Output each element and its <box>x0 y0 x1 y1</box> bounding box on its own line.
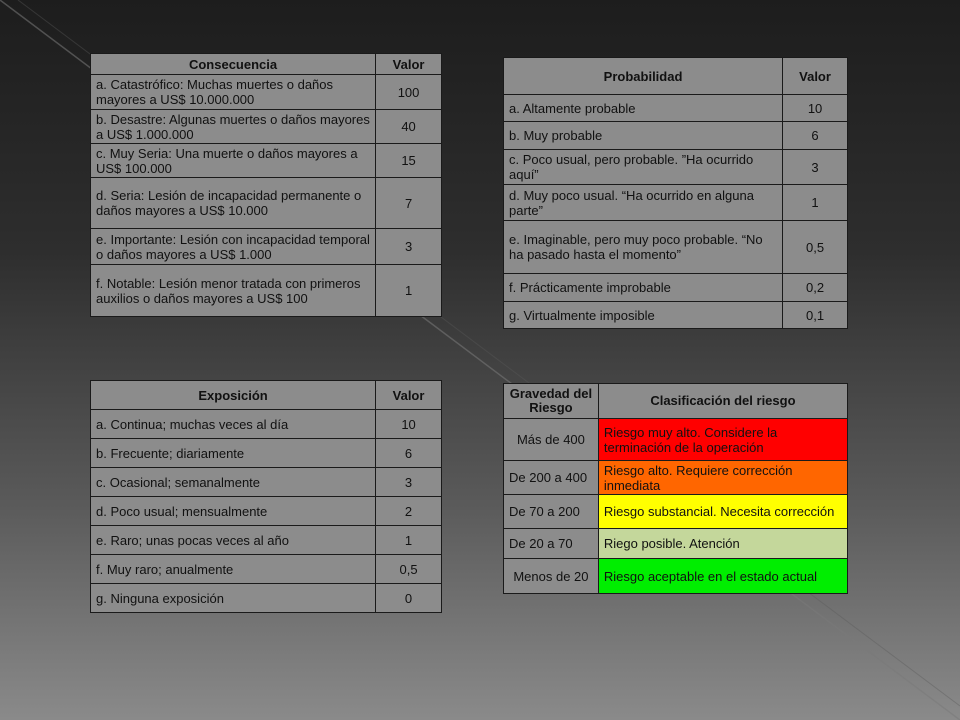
table-row <box>504 495 848 529</box>
table-row <box>91 265 442 317</box>
table-header-row <box>504 384 848 419</box>
row-label: g. Ninguna exposición <box>91 584 376 613</box>
row-value: 15 <box>376 144 442 178</box>
column-header-valor: Valor <box>376 54 442 75</box>
row-value: 3 <box>783 150 848 185</box>
row-label: d. Poco usual; mensualmente <box>91 497 376 526</box>
row-value: 2 <box>376 497 442 526</box>
table-header-row <box>91 54 442 75</box>
table-row <box>91 75 442 110</box>
row-label: f. Muy raro; anualmente <box>91 555 376 584</box>
table-row <box>91 468 442 497</box>
table-row <box>504 274 848 302</box>
gravedad-cell: Menos de 20 <box>504 559 599 594</box>
row-value: 10 <box>376 410 442 439</box>
table-row <box>91 144 442 178</box>
probabilidad-table <box>503 57 848 329</box>
clasificacion-cell-muy-alto: Riesgo muy alto. Considere la terminación de la operación <box>598 419 847 461</box>
row-label: b. Frecuente; diariamente <box>91 439 376 468</box>
row-label: d. Muy poco usual. “Ha ocurrido en alguna parte” <box>504 185 783 221</box>
row-label: e. Importante: Lesión con incapacidad temporal o daños mayores a US$ 1.000 <box>91 229 376 265</box>
table-row <box>91 555 442 584</box>
row-label: a. Altamente probable <box>504 95 783 122</box>
column-header-valor: Valor <box>783 58 848 95</box>
gravedad-cell: Más de 400 <box>504 419 599 461</box>
row-label: c. Muy Seria: Una muerte o daños mayores a US$ 100.000 <box>91 144 376 178</box>
table-row <box>504 529 848 559</box>
row-value: 0,5 <box>783 221 848 274</box>
table-row <box>504 419 848 461</box>
table-row <box>91 497 442 526</box>
row-value: 3 <box>376 468 442 497</box>
table-row <box>91 439 442 468</box>
table-row <box>504 185 848 221</box>
clasificacion-cell-aceptable: Riesgo aceptable en el estado actual <box>598 559 847 594</box>
row-label: a. Continua; muchas veces al día <box>91 410 376 439</box>
gravedad-cell: De 70 a 200 <box>504 495 599 529</box>
row-label: c. Poco usual, pero probable. ”Ha ocurrido aquí” <box>504 150 783 185</box>
row-value: 100 <box>376 75 442 110</box>
consecuencia-table <box>90 53 442 317</box>
row-label: b. Desastre: Algunas muertes o daños mayores a US$ 1.000.000 <box>91 110 376 144</box>
table-header-row <box>504 58 848 95</box>
row-label: a. Catastrófico: Muchas muertes o daños mayores a US$ 10.000.000 <box>91 75 376 110</box>
gravedad-cell: De 20 a 70 <box>504 529 599 559</box>
column-header-gravedad: Gravedad del Riesgo <box>504 384 599 419</box>
row-label: g. Virtualmente imposible <box>504 302 783 329</box>
clasificacion-riesgo-table <box>503 383 848 594</box>
table-row <box>504 559 848 594</box>
exposicion-table <box>90 380 442 613</box>
table-row <box>91 110 442 144</box>
row-value: 0,5 <box>376 555 442 584</box>
row-value: 7 <box>376 178 442 229</box>
table-row <box>91 178 442 229</box>
gravedad-cell: De 200 a 400 <box>504 461 599 495</box>
row-value: 1 <box>376 526 442 555</box>
table-row <box>504 461 848 495</box>
row-value: 6 <box>376 439 442 468</box>
table-row <box>91 584 442 613</box>
row-label: c. Ocasional; semanalmente <box>91 468 376 497</box>
row-value: 0 <box>376 584 442 613</box>
column-header-probabilidad: Probabilidad <box>504 58 783 95</box>
row-value: 3 <box>376 229 442 265</box>
row-label: b. Muy probable <box>504 122 783 150</box>
table-row <box>504 95 848 122</box>
row-value: 6 <box>783 122 848 150</box>
table-row <box>504 221 848 274</box>
clasificacion-cell-alto: Riesgo alto. Requiere corrección inmediata <box>598 461 847 495</box>
table-row <box>504 302 848 329</box>
row-label: e. Imaginable, pero muy poco probable. “No ha pasado hasta el momento” <box>504 221 783 274</box>
table-row <box>91 229 442 265</box>
row-value: 0,1 <box>783 302 848 329</box>
row-value: 0,2 <box>783 274 848 302</box>
row-label: d. Seria: Lesión de incapacidad permanente o daños mayores a US$ 10.000 <box>91 178 376 229</box>
row-value: 10 <box>783 95 848 122</box>
clasificacion-cell-posible: Riego posible. Atención <box>598 529 847 559</box>
row-label: f. Notable: Lesión menor tratada con primeros auxilios o daños mayores a US$ 100 <box>91 265 376 317</box>
clasificacion-cell-substancial: Riesgo substancial. Necesita corrección <box>598 495 847 529</box>
column-header-exposicion: Exposición <box>91 381 376 410</box>
row-value: 1 <box>783 185 848 221</box>
table-row <box>91 410 442 439</box>
column-header-valor: Valor <box>376 381 442 410</box>
row-value: 40 <box>376 110 442 144</box>
column-header-consecuencia: Consecuencia <box>91 54 376 75</box>
column-header-clasificacion: Clasificación del riesgo <box>598 384 847 419</box>
row-label: e. Raro; unas pocas veces al año <box>91 526 376 555</box>
table-header-row <box>91 381 442 410</box>
table-row <box>504 150 848 185</box>
row-value: 1 <box>376 265 442 317</box>
row-label: f. Prácticamente improbable <box>504 274 783 302</box>
table-row <box>91 526 442 555</box>
table-row <box>504 122 848 150</box>
